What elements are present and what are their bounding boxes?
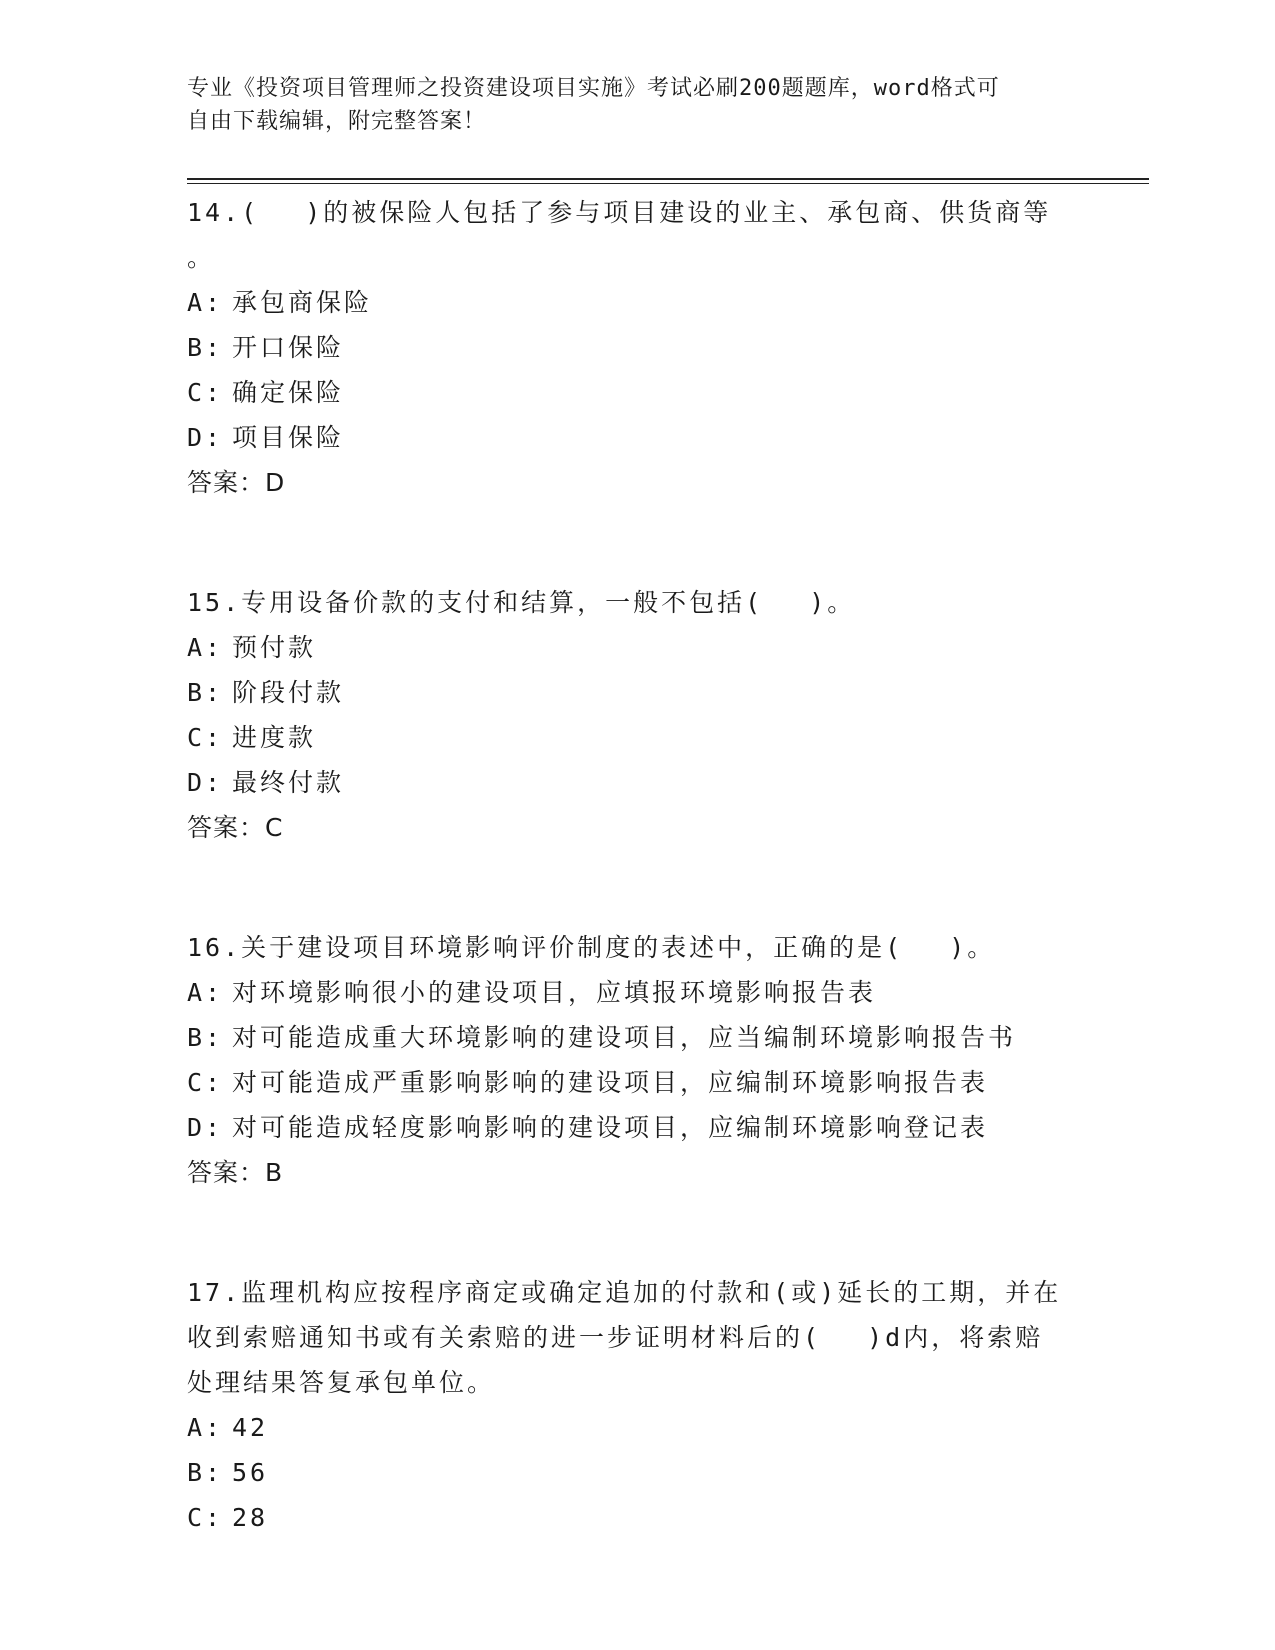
option-c <box>187 370 1087 415</box>
option-text: 确定保险 <box>232 378 345 407</box>
option-text: 对可能造成重大环境影响的建设项目，应当编制环境影响报告书 <box>232 1023 1017 1052</box>
option-letter: A: <box>187 978 224 1007</box>
option-letter: D: <box>187 768 224 797</box>
question-stem-line: 处理结果答复承包单位。 <box>187 1368 496 1397</box>
option-letter: A: <box>187 1413 224 1442</box>
option-text: 进度款 <box>232 723 317 752</box>
answer-label: 答案： <box>187 813 266 842</box>
header-line-2: 自由下载编辑，附完整答案！ <box>187 109 487 134</box>
option-text: 开口保险 <box>232 333 345 362</box>
question-stem-line: 16.关于建设项目环境影响评价制度的表述中，正确的是( )。 <box>187 933 996 962</box>
answer-line <box>187 1150 1087 1195</box>
option-d <box>187 415 1087 460</box>
option-text: 项目保险 <box>232 423 345 452</box>
option-text: 阶段付款 <box>232 678 345 707</box>
option-letter: B: <box>187 1458 224 1487</box>
option-letter: D: <box>187 1113 224 1142</box>
question-16 <box>187 925 1087 1195</box>
document-header <box>187 72 1067 138</box>
answer-value: B <box>265 1158 284 1187</box>
option-d <box>187 760 1087 805</box>
option-text: 承包商保险 <box>232 288 373 317</box>
option-letter: B: <box>187 678 224 707</box>
option-letter: C: <box>187 1068 224 1097</box>
option-text: 对可能造成严重影响影响的建设项目，应编制环境影响报告表 <box>232 1068 989 1097</box>
answer-label: 答案： <box>187 1158 266 1187</box>
option-letter: D: <box>187 423 224 452</box>
question-stem-line: 收到索赔通知书或有关索赔的进一步证明材料后的( )d内，将索赔 <box>187 1323 1044 1352</box>
option-c <box>187 1060 1087 1105</box>
question-stem-line: 14.( )的被保险人包括了参与项目建设的业主、承包商、供货商等 <box>187 198 1052 227</box>
option-letter: C: <box>187 378 224 407</box>
header-divider-thin <box>187 183 1149 184</box>
question-stem-line: 。 <box>187 243 216 272</box>
option-c <box>187 1495 1087 1540</box>
option-letter: A: <box>187 633 224 662</box>
option-text: 对环境影响很小的建设项目，应填报环境影响报告表 <box>232 978 877 1007</box>
option-text: 56 <box>232 1458 269 1487</box>
option-text: 最终付款 <box>232 768 345 797</box>
header-divider <box>187 178 1149 180</box>
option-text: 42 <box>232 1413 269 1442</box>
answer-label: 答案： <box>187 468 266 497</box>
option-c <box>187 715 1087 760</box>
question-stem-line: 17.监理机构应按程序商定或确定追加的付款和(或)延长的工期，并在 <box>187 1278 1062 1307</box>
option-letter: C: <box>187 1503 224 1532</box>
question-14 <box>187 190 1087 505</box>
option-letter: C: <box>187 723 224 752</box>
option-text: 28 <box>232 1503 269 1532</box>
question-15 <box>187 580 1087 850</box>
option-text: 预付款 <box>232 633 317 662</box>
option-letter: B: <box>187 1023 224 1052</box>
option-b <box>187 1450 1087 1495</box>
option-a <box>187 280 1087 325</box>
option-a <box>187 970 1087 1015</box>
option-text: 对可能造成轻度影响影响的建设项目，应编制环境影响登记表 <box>232 1113 989 1142</box>
answer-line <box>187 805 1087 850</box>
option-b <box>187 1015 1087 1060</box>
option-b <box>187 670 1087 715</box>
header-line-1: 专业《投资项目管理师之投资建设项目实施》考试必刷200题题库，word格式可 <box>187 76 1000 101</box>
option-b <box>187 325 1087 370</box>
question-17 <box>187 1270 1087 1540</box>
option-letter: B: <box>187 333 224 362</box>
option-a <box>187 625 1087 670</box>
answer-value: C <box>265 813 284 842</box>
question-list <box>187 190 1087 1540</box>
answer-value: D <box>265 468 286 497</box>
question-stem-line: 15.专用设备价款的支付和结算，一般不包括( )。 <box>187 588 856 617</box>
option-letter: A: <box>187 288 224 317</box>
option-a <box>187 1405 1087 1450</box>
option-d <box>187 1105 1087 1150</box>
answer-line <box>187 460 1087 505</box>
